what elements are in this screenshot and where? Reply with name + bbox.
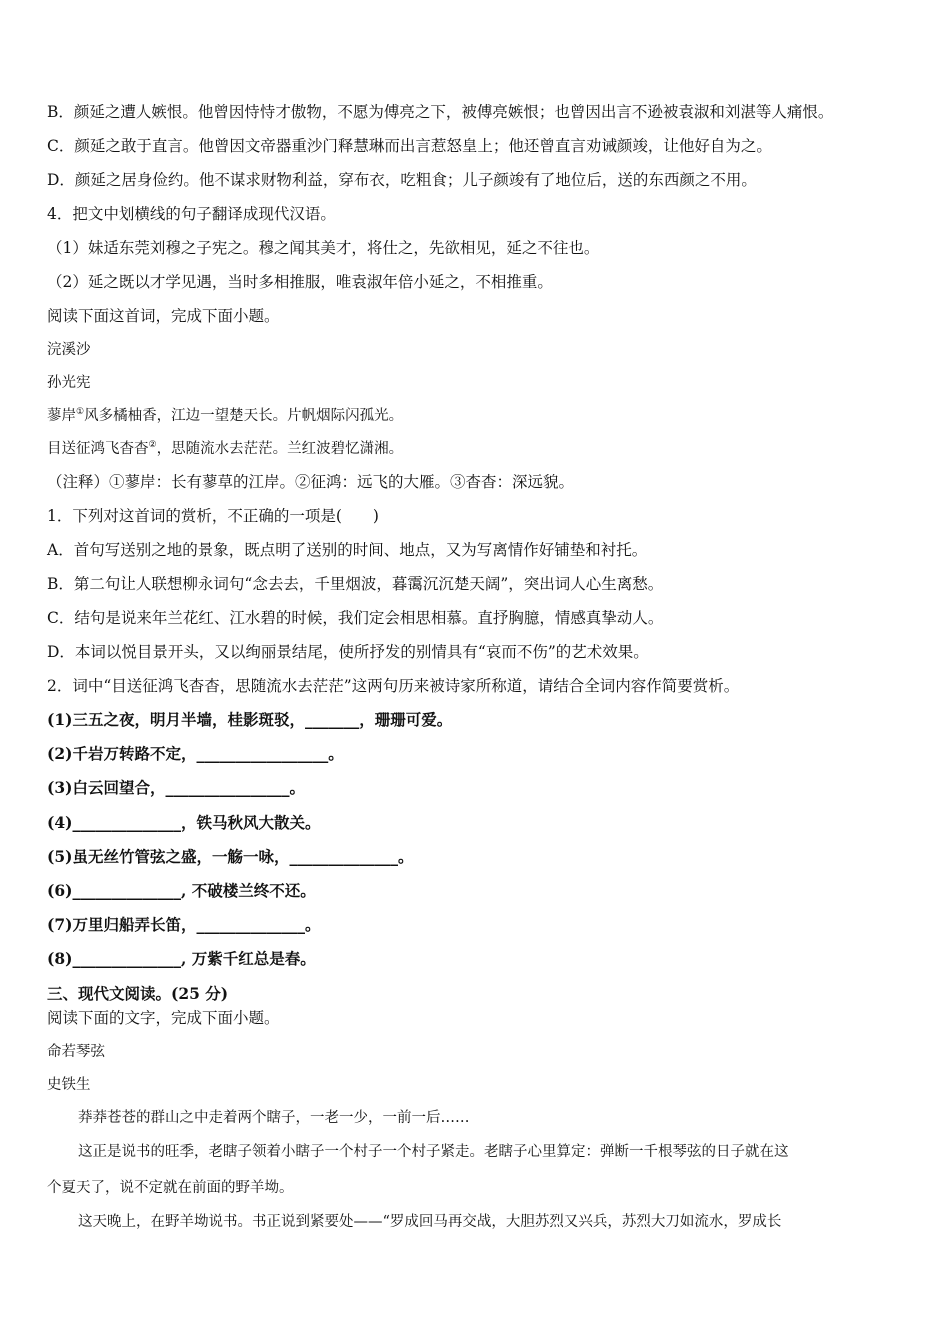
option-b-line: B．颜延之遭人嫉恨。他曾因恃恃才傲物，不愿为傅亮之下，被傅亮嫉恨；也曾因出言不逊被袁淑和刘湛等人痛恨。 xyxy=(47,103,834,121)
fill-blank-6: (6)______________, 不破楼兰终不还。 xyxy=(47,881,316,900)
fill-blank-1: (1)三五之夜，明月半墙，桂影斑驳，_______，珊珊可爱。 xyxy=(47,710,453,729)
poem-line-2-head: 目送征鸿飞杳杳 xyxy=(47,441,149,457)
question-1-stem: 1．下列对这首词的赏析，不正确的一项是( ) xyxy=(47,507,379,525)
section-3-heading: 三、现代文阅读。(25 分) xyxy=(47,984,229,1003)
story-paragraph-1: 莽莽苍苍的群山之中走着两个瞎子，一老一少，一前一后…… xyxy=(78,1110,470,1126)
poem-line-1-head: 蓼岸 xyxy=(47,408,76,424)
story-paragraph-2-line-2: 个夏天了，说不定就在前面的野羊坳。 xyxy=(47,1180,294,1196)
fill-blank-7: (7)万里归船弄长笛，______________。 xyxy=(47,915,321,934)
fill-blank-5: (5)虽无丝竹管弦之盛，一觞一咏，______________。 xyxy=(47,847,414,866)
poem-line-2 xyxy=(47,438,403,460)
story-paragraph-3-line-1: 这天晚上，在野羊坳说书。书正说到紧要处——“罗成回马再交战，大胆苏烈又兴兵，苏烈大刀如流水，罗成长 xyxy=(78,1214,782,1230)
fill-blank-2: (2)千岩万转路不定，_________________。 xyxy=(47,744,344,763)
q1-option-d: D．本词以悦目景开头，又以绚丽景结尾，使所抒发的别情具有“哀而不伤”的艺术效果。 xyxy=(47,643,649,661)
q1-option-b: B．第二句让人联想柳永词句“念去去，千里烟波，暮霭沉沉楚天阔”，突出词人心生离愁。 xyxy=(47,575,664,593)
story-paragraph-2-line-1: 这正是说书的旺季，老瞎子领着小瞎子一个村子一个村子紧走。老瞎子心里算定：弹断一千根琴弦的日子就在这 xyxy=(78,1144,789,1160)
poem-author: 孙光宪 xyxy=(47,375,91,391)
poem-line-1 xyxy=(47,405,403,427)
q1-option-a: A．首句写送别之地的景象，既点明了送别的时间、地点，又为写离情作好铺垫和衬托。 xyxy=(47,541,648,559)
option-c-line: C．颜延之敢于直言。他曾因文帝器重沙门释慧琳而出言惹怒皇上；他还曾直言劝诫颜竣，让他好自为之。 xyxy=(47,137,772,155)
question-2-stem: 2．词中“目送征鸿飞杳杳，思随流水去茫茫”这两句历来被诗家所称道，请结合全词内容作简要赏析。 xyxy=(47,677,740,695)
poem-annotation: （注释）①蓼岸：长有蓼草的江岸。②征鸿：远飞的大雁。③杳杳：深远貌。 xyxy=(47,473,575,491)
poem-line-1-tail: 风多橘柚香，江边一望楚天长。片帆烟际闪孤光。 xyxy=(84,408,404,424)
poem-title: 浣溪沙 xyxy=(47,342,91,358)
translate-item-1: （1）妹适东莞刘穆之子宪之。穆之闻其美才，将仕之，先欲相见，延之不往也。 xyxy=(47,239,600,257)
q1-option-c: C．结句是说来年兰花红、江水碧的时候，我们定会相思相慕。直抒胸臆，情感真挚动人。 xyxy=(47,609,664,627)
fill-blank-8: (8)______________, 万紫千红总是春。 xyxy=(47,949,316,968)
footnote-mark-1: ① xyxy=(76,407,85,418)
translate-item-2: （2）延之既以才学见遇，当时多相推服，唯袁淑年倍小延之，不相推重。 xyxy=(47,273,553,291)
fill-blank-3: (3)白云回望合，________________。 xyxy=(47,778,305,797)
poem-reading-instruction: 阅读下面这首词，完成下面小题。 xyxy=(47,307,280,325)
story-author: 史铁生 xyxy=(47,1077,91,1093)
question-4-stem: 4．把文中划横线的句子翻译成现代汉语。 xyxy=(47,205,336,223)
poem-line-2-tail: ，思随流水去茫茫。兰红波碧忆潇湘。 xyxy=(156,441,404,457)
story-title: 命若琴弦 xyxy=(47,1044,105,1060)
modern-reading-instruction: 阅读下面的文字，完成下面小题。 xyxy=(47,1009,280,1027)
option-d-line: D．颜延之居身俭约。他不谋求财物利益，穿布衣，吃粗食；儿子颜竣有了地位后，送的东西颜之不用。 xyxy=(47,171,757,189)
fill-blank-4: (4)______________，铁马秋风大散关。 xyxy=(47,813,321,832)
footnote-mark-2: ② xyxy=(148,440,157,451)
